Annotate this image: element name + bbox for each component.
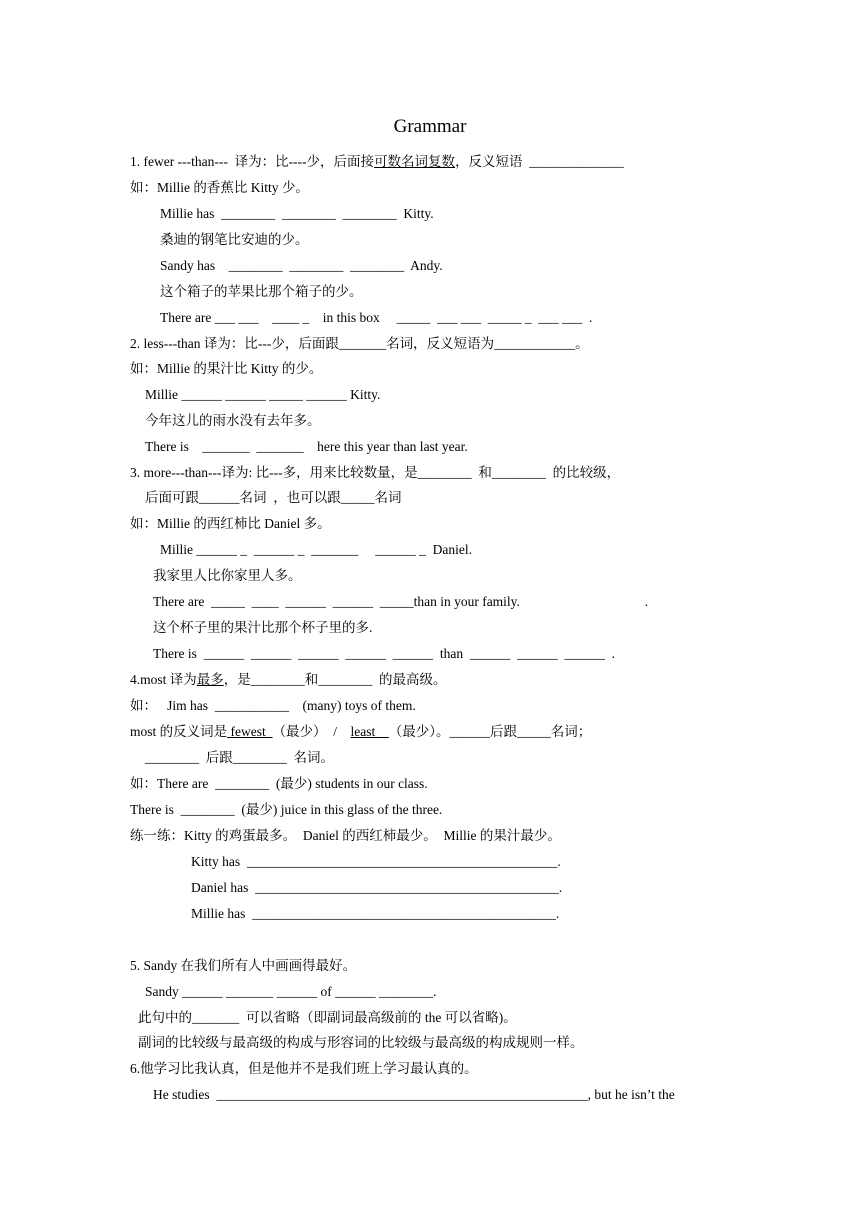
doc-line-23: most 的反义词是 fewest （最少） / least （最少）。______后跟_____名词； (130, 724, 592, 739)
doc-line-35: 6.他学习比我认真，但是他并不是我们班上学习最认真的。 (130, 1061, 478, 1076)
doc-line-33: 此句中的_______ 可以省略（即副词最高级前的 the 可以省略)。 (138, 1010, 517, 1025)
page-title: Grammar (393, 116, 467, 137)
doc-line-4: 桑迪的钢笔比安迪的少。 (160, 232, 309, 247)
doc-line-15: 如：Millie 的西红柿比 Daniel 多。 (130, 516, 331, 531)
doc-line-18: There are _____ ____ ______ ______ _____than in your family. . (153, 594, 649, 609)
doc-line-13: 3. more---than---译为: 比---多，用来比较数量，是________ 和________ 的比较级， (130, 465, 621, 480)
doc-line-34: 副词的比较级与最高级的构成与形容词的比较级与最高级的构成规则一样。 (138, 1035, 584, 1050)
doc-line-1: 1. fewer ---than--- 译为：比----少，后面接可数名词复数，反义短语 ______________ (130, 154, 624, 169)
doc-line-9: 如：Millie 的果汁比 Kitty 的少。 (130, 361, 323, 376)
doc-line-3: Millie has ________ ________ ________ Kitty. (160, 206, 434, 221)
doc-line-5: Sandy has ________ ________ ________ Andy. (160, 258, 443, 273)
doc-line-32: Sandy ______ _______ ______ of ______ ________. (145, 984, 437, 999)
doc-line-25: 如：There are ________ (最少) students in our class. (130, 776, 428, 791)
doc-line-7: There are ___ ___ ____ _ in this box _____ ___ ___ _____ _ ___ ___ . (160, 310, 593, 325)
doc-line-12: There is _______ _______ here this year than last year. (145, 439, 468, 454)
doc-line-30: Millie has _____________________________________________. (191, 906, 560, 921)
doc-line-11: 今年这儿的雨水没有去年多。 (145, 413, 321, 428)
doc-line-21: 4.most 译为最多，是________和________ 的最高级。 (130, 672, 447, 687)
doc-line-6: 这个箱子的苹果比那个箱子的少。 (160, 284, 363, 299)
doc-line-17: 我家里人比你家里人多。 (153, 568, 302, 583)
doc-line-20: There is ______ ______ ______ ______ ______ than ______ ______ ______ . (153, 646, 615, 661)
doc-line-19: 这个杯子里的果汁比那个杯子里的多. (153, 620, 373, 635)
doc-line-31: 5. Sandy 在我们所有人中画画得最好。 (130, 958, 357, 973)
doc-line-8: 2. less---than 译为：比---少，后面跟_______名词，反义短语为____________。 (130, 336, 589, 351)
doc-line-14: 后面可跟______名词 ，也可以跟_____名词 (145, 490, 402, 505)
doc-line-27: 练一练：Kitty 的鸡蛋最多。 Daniel 的西红柿最少。 Millie 的果汁最少。 (130, 828, 561, 843)
doc-line-10: Millie ______ ______ _____ ______ Kitty. (145, 387, 381, 402)
doc-line-36: He studies _______________________________________________________, but he isn’t the (153, 1087, 675, 1102)
doc-line-2: 如：Millie 的香蕉比 Kitty 少。 (130, 180, 309, 195)
doc-line-29: Daniel has _____________________________________________. (191, 880, 563, 895)
doc-line-24: ________ 后跟________ 名词。 (145, 750, 334, 765)
doc-line-22: 如： Jim has ___________ (many) toys of them. (130, 698, 416, 713)
doc-line-28: Kitty has ______________________________________________. (191, 854, 561, 869)
doc-line-16: Millie ______ _ ______ _ _______ ______ _ Daniel. (160, 542, 472, 557)
doc-line-26: There is ________ (最少) juice in this glass of the three. (130, 802, 443, 817)
